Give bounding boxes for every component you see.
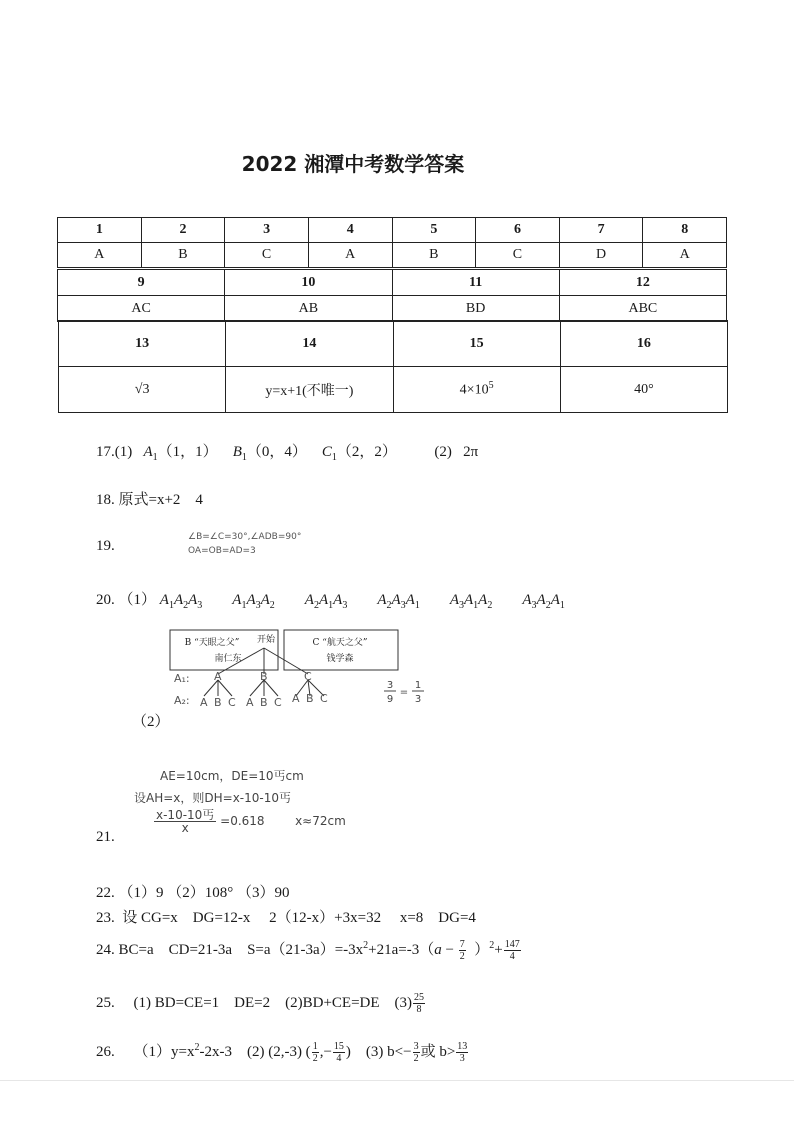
fill-in-answer-table (58, 320, 728, 413)
multi-choice-answer-table (57, 269, 727, 322)
permutation-subscript: 3 (197, 600, 203, 611)
permutation-subscript: 2 (487, 600, 493, 611)
box-c-line1: C “航天之父” (312, 638, 368, 648)
fraction-denominator: 4 (336, 1053, 342, 1065)
question-number: 15 (393, 321, 560, 367)
leaf-a: A (246, 696, 254, 709)
fraction (413, 1041, 420, 1064)
permutation-letter: A (405, 592, 415, 608)
point-subscript: 1 (241, 452, 247, 463)
permutation-subscript: 2 (183, 600, 189, 611)
fraction (333, 1041, 345, 1064)
permutation-item (449, 592, 493, 611)
fraction-numerator: 25 (414, 992, 425, 1003)
box-b-line2: 南仁东 (214, 654, 242, 664)
permutation-letter: A (464, 592, 474, 608)
fraction-denominator: 3 (459, 1053, 465, 1065)
expression: ) (3) b<− (345, 1044, 412, 1060)
expression: +21a=-3（ (368, 942, 435, 958)
branch-c: C (304, 670, 312, 683)
fraction (459, 939, 466, 962)
part-label-20-2: （2） (132, 714, 170, 730)
permutation-letter: A (304, 592, 314, 608)
permutation-subscript: 2 (386, 600, 392, 611)
answer-cell: √3 (59, 367, 226, 413)
permutation-letter: A (260, 592, 270, 608)
answer-mantissa: 4×10 (459, 382, 489, 398)
permutation-item (377, 592, 420, 611)
level-a1-label: A₁: (174, 672, 190, 685)
fraction (312, 1041, 319, 1064)
prob-den-1: 9 (386, 694, 394, 705)
exponent: 2 (194, 1042, 200, 1053)
question-number: 9 (58, 270, 225, 296)
leaf-c: C (320, 692, 328, 705)
box-c-line2: 钱学森 (326, 654, 354, 664)
permutation-subscript: 1 (168, 600, 174, 611)
leaf-c: C (228, 696, 236, 709)
operator: − (441, 942, 458, 958)
answer-17 (96, 440, 478, 463)
leaf-b: B (214, 696, 222, 709)
branch-a: A (214, 670, 222, 683)
permutation-letter: A (159, 592, 169, 608)
answer-cell: B (392, 243, 476, 268)
answer-cell: y=x+1(不唯一) (226, 367, 393, 413)
question-number: 5 (392, 218, 476, 243)
operator: + (494, 942, 503, 958)
expression: 25. (1) BD=CE=1 DE=2 (2)BD+CE=DE (3) (96, 994, 413, 1011)
point-label: B (232, 444, 242, 460)
permutation-letter: A (232, 592, 242, 608)
question-number: 1 (58, 218, 142, 243)
table-row (58, 270, 727, 296)
question-number: 14 (226, 321, 393, 367)
permutation-letter: A (536, 592, 546, 608)
leaf-b: B (306, 692, 314, 705)
answer-cell: B (141, 243, 225, 268)
question-number: 16 (560, 321, 727, 367)
box-b-line1: B “天眼之父” (184, 638, 240, 648)
part-label: (2) (434, 444, 452, 460)
start-label: 开始 (256, 635, 276, 645)
variable: a (434, 942, 442, 958)
question-number: 11 (392, 270, 559, 296)
point-coords: （1，1） (157, 444, 218, 460)
permutation-letter: A (333, 592, 343, 608)
answer-26 (96, 1040, 469, 1064)
answer-cell: A (643, 243, 727, 268)
fraction (456, 1041, 468, 1064)
question-number: 6 (476, 218, 560, 243)
point-label: A (143, 444, 153, 460)
exponent: 2 (363, 940, 369, 951)
table-row (58, 243, 727, 268)
result-value: x≈72cm (295, 814, 346, 828)
fraction (413, 992, 425, 1015)
question-number-19: 19. (96, 538, 115, 554)
answer-cell: A (308, 243, 392, 268)
answer-cell: ABC (559, 296, 726, 322)
part-label: （1） (118, 592, 157, 608)
tree-diagram (168, 628, 448, 710)
permutation-letter: A (522, 592, 532, 608)
expression: 26. （1）y=x (96, 1044, 195, 1060)
fraction-denominator: 8 (416, 1004, 422, 1015)
exponent: 2 (489, 940, 495, 951)
answer-cell: A (58, 243, 142, 268)
table-row (58, 218, 727, 243)
answer-23: 23. 设 CG=x DG=12-x 2（12-x）+3x=32 x=8 DG=4 (96, 910, 476, 926)
answer-cell: C (476, 243, 560, 268)
fraction (504, 939, 521, 962)
fraction-denominator: 2 (312, 1053, 318, 1065)
fraction-denominator: 2 (459, 951, 465, 963)
fraction-denominator: 4 (509, 951, 515, 963)
fraction-denominator: x (181, 821, 189, 835)
handwritten-line: 设AH=x，则DH=x-10-10丐 (134, 791, 292, 805)
permutation-letter: A (188, 592, 198, 608)
permutation-subscript: 3 (255, 600, 261, 611)
permutation-subscript: 2 (269, 600, 275, 611)
prob-num-1: 3 (386, 680, 394, 691)
point-label: C (321, 444, 332, 460)
fraction-numerator: 13 (457, 1041, 468, 1053)
permutation-subscript: 3 (531, 600, 537, 611)
permutation-item (159, 592, 203, 611)
expression: 或 b> (420, 1044, 456, 1060)
permutation-letter: A (391, 592, 401, 608)
answer-exponent: 5 (488, 380, 494, 392)
permutation-subscript: 3 (459, 600, 464, 611)
fraction-numerator: 7 (459, 939, 465, 951)
answer-cell: AC (58, 296, 225, 322)
question-number-21: 21. (96, 829, 115, 845)
handwritten-answer-21 (134, 765, 346, 834)
question-number: 8 (643, 218, 727, 243)
fraction-numerator: 15 (333, 1041, 344, 1053)
fraction-numerator: 147 (504, 939, 520, 951)
choice-answer-table (57, 217, 727, 268)
permutation-item (522, 592, 565, 611)
fraction-numerator: 1 (312, 1041, 318, 1053)
question-number: 7 (559, 218, 643, 243)
permutation-letter: A (449, 592, 459, 608)
table-row (59, 321, 728, 367)
point-subscript: 1 (152, 452, 158, 463)
question-number: 4 (308, 218, 392, 243)
ratio-value: =0.618 (220, 814, 265, 828)
permutation-item (304, 592, 348, 611)
question-number: 3 (225, 218, 309, 243)
prob-den-2: 3 (414, 694, 422, 705)
handwritten-fraction (154, 809, 216, 834)
equals-sign: = (399, 687, 409, 698)
answer-cell (393, 367, 560, 413)
branch-b: B (260, 670, 268, 683)
permutation-subscript: 1 (559, 600, 565, 611)
answer-18: 18. 原式=x+2 4 (96, 492, 203, 508)
page-bottom-rule (0, 1080, 794, 1081)
permutation-letter: A (318, 592, 329, 608)
permutation-subscript: 1 (241, 600, 247, 611)
point-coords: （0，4） (246, 444, 307, 460)
expression: ,− (319, 1044, 332, 1060)
answer-25 (96, 992, 426, 1015)
answer-cell: 40° (560, 367, 727, 413)
answer-22: 22. （1）9 （2）108° （3）90 (96, 885, 290, 901)
page-title: 2022 湘潭中考数学答案 (241, 152, 465, 176)
answer-value: 2π (463, 444, 479, 460)
permutation-letter: A (173, 592, 184, 608)
question-number: 17.(1) (96, 444, 133, 460)
permutation-letter: A (377, 592, 387, 608)
table-row (58, 296, 727, 322)
question-number: 12 (559, 270, 726, 296)
answer-cell: D (559, 243, 643, 268)
permutation-subscript: 2 (313, 600, 319, 611)
permutation-list (159, 592, 595, 611)
fraction-numerator: x-10-10丐 (156, 808, 215, 822)
permutation-subscript: 1 (328, 600, 334, 611)
box-c (284, 630, 398, 670)
handwritten-line (154, 809, 346, 834)
leaf-c: C (274, 696, 282, 709)
prob-num-2: 1 (414, 680, 422, 691)
expression: -2x-3 (2) (2,-3) ( (199, 1044, 311, 1060)
answer-20 (96, 588, 595, 611)
leaf-a: A (292, 692, 300, 705)
permutation-subscript: 1 (473, 600, 479, 611)
fraction-numerator: 3 (413, 1041, 419, 1053)
point-subscript: 1 (331, 452, 337, 463)
permutation-subscript: 1 (414, 600, 420, 611)
expression: ） (474, 942, 490, 958)
permutation-subscript: 3 (400, 600, 406, 611)
handwritten-line: ∠B=∠C=30°,∠ADB=90° (188, 532, 302, 542)
table-row (59, 367, 728, 413)
fraction-denominator: 2 (413, 1053, 419, 1065)
answer-cell: AB (225, 296, 392, 322)
point-coords: （2，2） (336, 444, 397, 460)
expression: 24. BC=a CD=21-3a S=a（21-3a）=-3x (96, 942, 364, 958)
permutation-letter: A (246, 592, 256, 608)
leaf-b: B (260, 696, 268, 709)
answer-cell: C (225, 243, 309, 268)
question-number: 2 (141, 218, 225, 243)
permutation-subscript: 2 (545, 600, 551, 611)
leaf-a: A (200, 696, 208, 709)
answer-cell: BD (392, 296, 559, 322)
question-number: 10 (225, 270, 392, 296)
level-a2-label: A₂: (174, 694, 190, 707)
permutation-item (232, 592, 275, 611)
question-number: 20. (96, 592, 115, 608)
permutation-letter: A (478, 592, 488, 608)
handwritten-line: OA=OB=AD=3 (188, 546, 256, 556)
handwritten-line: AE=10cm，DE=10丐cm (160, 769, 304, 783)
permutation-letter: A (550, 592, 560, 608)
answer-24 (96, 938, 522, 962)
question-number: 13 (59, 321, 226, 367)
handwritten-answer-19 (188, 530, 301, 558)
permutation-subscript: 3 (342, 600, 348, 611)
